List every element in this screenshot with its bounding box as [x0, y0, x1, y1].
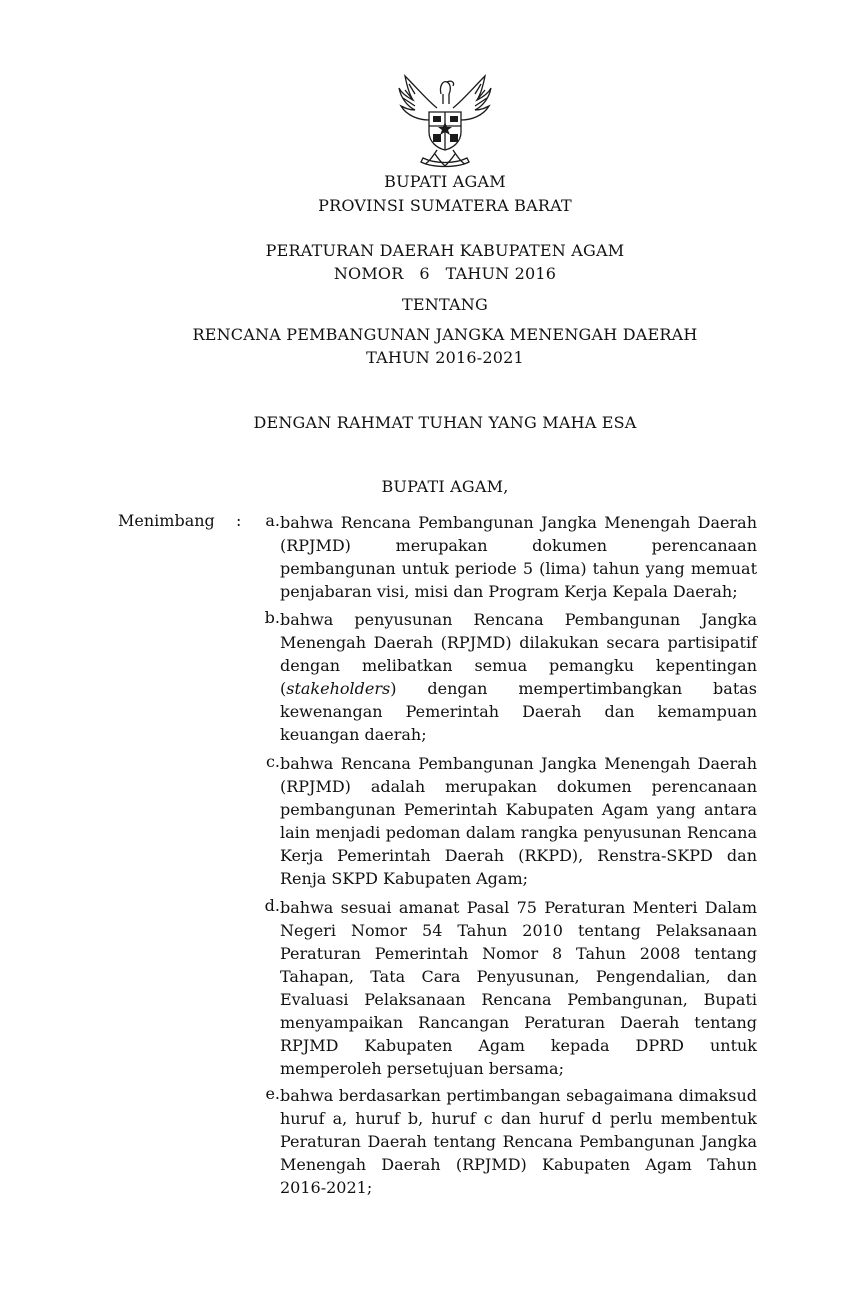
item-letter: c. — [265, 752, 280, 771]
considering-item-b — [254, 608, 757, 746]
item-letter: a. — [265, 511, 280, 530]
issuer-title: BUPATI AGAM — [384, 172, 506, 191]
blessing-line: DENGAN RAHMAT TUHAN YANG MAHA ESA — [253, 413, 637, 432]
regulation-title: PERATURAN DAERAH KABUPATEN AGAM — [265, 241, 625, 260]
item-text-italic: stakeholders — [286, 679, 391, 698]
authority-line: BUPATI AGAM, — [381, 477, 509, 496]
subject-line-1: RENCANA PEMBANGUNAN JANGKA MENENGAH DAERAH — [192, 325, 698, 344]
item-text: bahwa Rencana Pembangunan Jangka Menengah Daerah (RPJMD) merupakan dokumen perencanaan pembangunan untuk periode 5 (lima) tahun yang memuat penjabaran visi, misi dan Program Kerja Kepala Daerah; — [280, 513, 757, 601]
considering-item-d — [254, 896, 757, 1080]
item-text: bahwa berdasarkan pertimbangan sebagaimana dimaksud huruf a, huruf b, huruf c dan huruf d perlu membentuk Peraturan Daerah tentang Rencana Pembangunan Jangka Menengah Daerah (RPJMD) Kabupaten Agam Tahun 2016-2021; — [280, 1086, 757, 1197]
item-text: bahwa Rencana Pembangunan Jangka Menengah Daerah (RPJMD) adalah merupakan dokumen perencanaan pembangunan Pemerintah Kabupaten Agam yang antara lain menjadi pedoman dalam rangka penyusunan Rencana Kerja Pemerintah Daerah (RKPD), Renstra-SKPD dan Renja SKPD Kabupaten Agam; — [280, 754, 757, 888]
subject-line-2: TAHUN 2016-2021 — [366, 348, 524, 367]
item-text-before: bahwa penyusunan Rencana Pembangunan Jangka Menengah Daerah (RPJMD) dilakukan secara partisipatif dengan melibatkan semua pemangku kepentingan ( — [280, 610, 757, 698]
considering-colon: : — [236, 511, 242, 530]
item-letter: d. — [264, 896, 280, 915]
issuer-province: PROVINSI SUMATERA BARAT — [318, 196, 572, 215]
about-heading: TENTANG — [402, 295, 488, 314]
item-text — [280, 608, 757, 746]
item-text: bahwa sesuai amanat Pasal 75 Peraturan Menteri Dalam Negeri Nomor 54 Tahun 2010 tentang Pelaksanaan Peraturan Pemerintah Nomor 8 Tahun 2008 tentang Tahapan, Tata Cara Penyusunan, Pengendalian, dan Evaluasi Pelaksanaan Rencana Pembangunan, Bupati menyampaikan Rancangan Peraturan Daerah tentang RPJMD Kabupaten Agam kepada DPRD untuk memperoleh persetujuan bersama; — [280, 898, 757, 1078]
item-letter: e. — [265, 1084, 280, 1103]
item-text-after: ) dengan mempertimbangkan batas kewenangan Pemerintah Daerah dan kemampuan keuangan daerah; — [280, 679, 757, 744]
garuda-emblem-icon — [393, 70, 497, 170]
considering-item-c — [254, 752, 757, 890]
item-letter: b. — [264, 608, 280, 627]
regulation-number: NOMOR 6 TAHUN 2016 — [333, 264, 557, 283]
considering-item-e — [254, 1084, 757, 1199]
considering-label: Menimbang — [118, 511, 215, 530]
considering-item-a — [254, 511, 757, 603]
